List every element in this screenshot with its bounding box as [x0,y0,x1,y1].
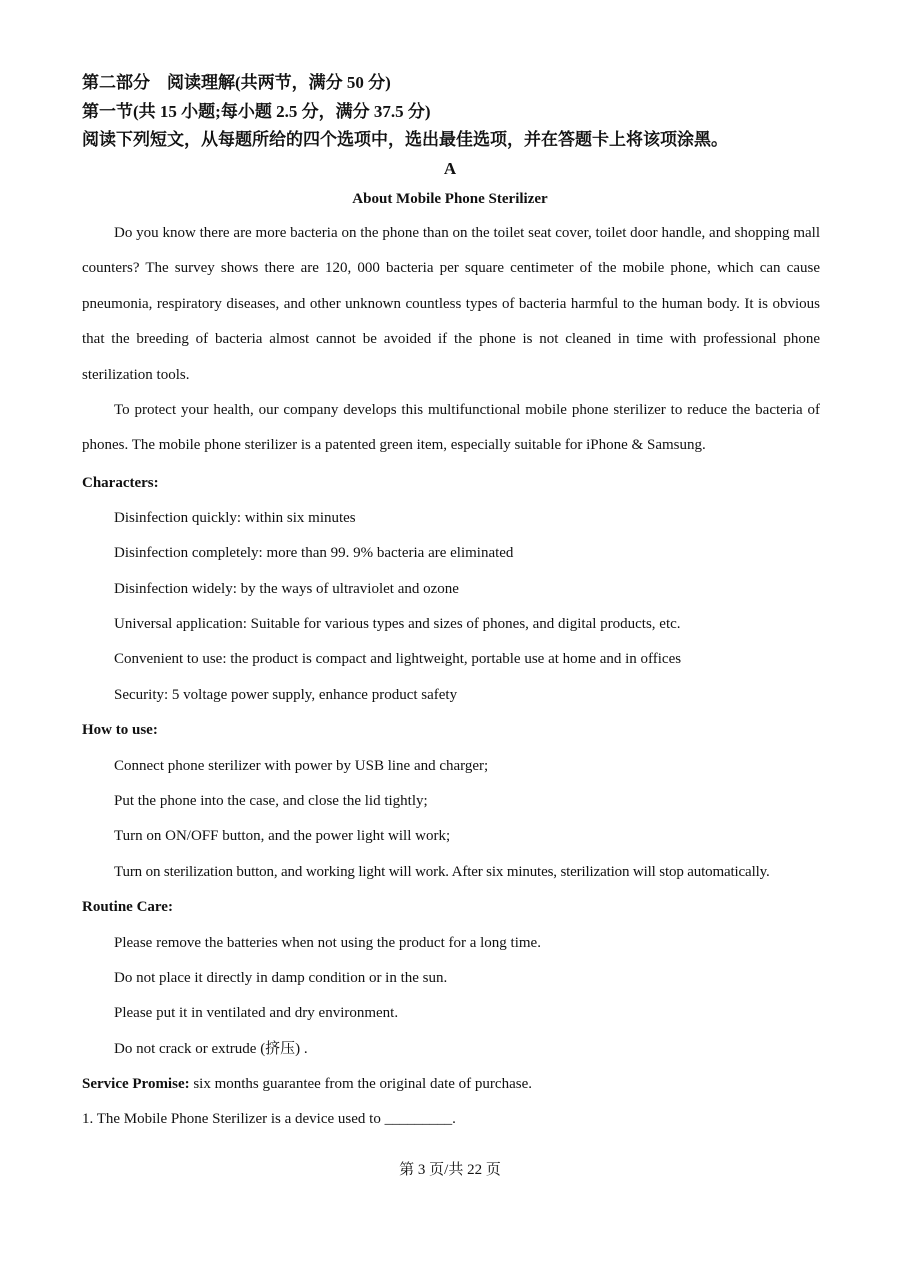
section-header: 第二部分 阅读理解(共两节，满分 50 分) [82,73,391,92]
page-number: 第 3 页/共 22 页 [399,1162,501,1178]
routine-care-item: Please put it in ventilated and dry environment. [114,1005,399,1021]
service-promise-label: Service Promise: [82,1076,190,1092]
character-item: Security: 5 voltage power supply, enhance product safety [114,687,458,703]
service-promise-text: six months guarantee from the original date of purchase. [189,1076,532,1092]
subsection-header: 第一节(共 15 小题;每小题 2.5 分，满分 37.5 分) [82,102,431,121]
character-item: Convenient to use: the product is compact and lightweight, portable use at home and in offices [114,651,682,667]
routine-care-item: Do not place it directly in damp condition or in the sun. [114,970,448,986]
instructions: 阅读下列短文，从每题所给的四个选项中，选出最佳选项，并在答题卡上将该项涂黑。 [82,130,728,149]
how-to-use-step: Connect phone sterilizer with power by USB line and charger; [114,758,489,774]
passage-letter: A [443,159,457,178]
paragraph-company: To protect your health, our company develops this multifunctional mobile phone sterilizer to reduce the bacteria of phones. The mobile phone sterilizer is a patented green item, especially suitable for iPhone & Samsung. [82,402,820,454]
character-item: Disinfection quickly: within six minutes [114,510,356,526]
how-to-use-step: Put the phone into the case, and close the lid tightly; [114,793,428,809]
characters-label: Characters: [82,475,159,491]
passage-title: About Mobile Phone Sterilizer [352,191,548,207]
question-1: 1. The Mobile Phone Sterilizer is a device used to _________. [82,1111,456,1127]
how-to-use-step: Turn on sterilization button, and working light will work. After six minutes, sterilization will stop automatically. [114,864,770,880]
routine-care-item: Do not crack or extrude (挤压) . [114,1041,308,1057]
how-to-use-step: Turn on ON/OFF button, and the power light will work; [114,828,451,844]
routine-care-label: Routine Care: [82,899,173,915]
character-item: Disinfection completely: more than 99. 9% bacteria are eliminated [114,545,514,561]
character-item: Disinfection widely: by the ways of ultraviolet and ozone [114,581,459,597]
paragraph-intro: Do you know there are more bacteria on the phone than on the toilet seat cover, toilet door handle, and shopping mall counters? The survey shows there are 120, 000 bacteria per square centimeter of the mobile phone, which can cause pneumonia, respiratory diseases, and other unknown countless types of bacteria harmful to the human body. It is obvious that the breeding of bacteria almost cannot be avoided if the phone is not cleaned in time with professional phone sterilization tools. [82,225,820,383]
routine-care-item: Please remove the batteries when not using the product for a long time. [114,935,541,951]
service-promise [82,1074,532,1094]
character-item: Universal application: Suitable for various types and sizes of phones, and digital products, etc. [114,616,681,632]
how-to-use-label: How to use: [82,722,158,738]
